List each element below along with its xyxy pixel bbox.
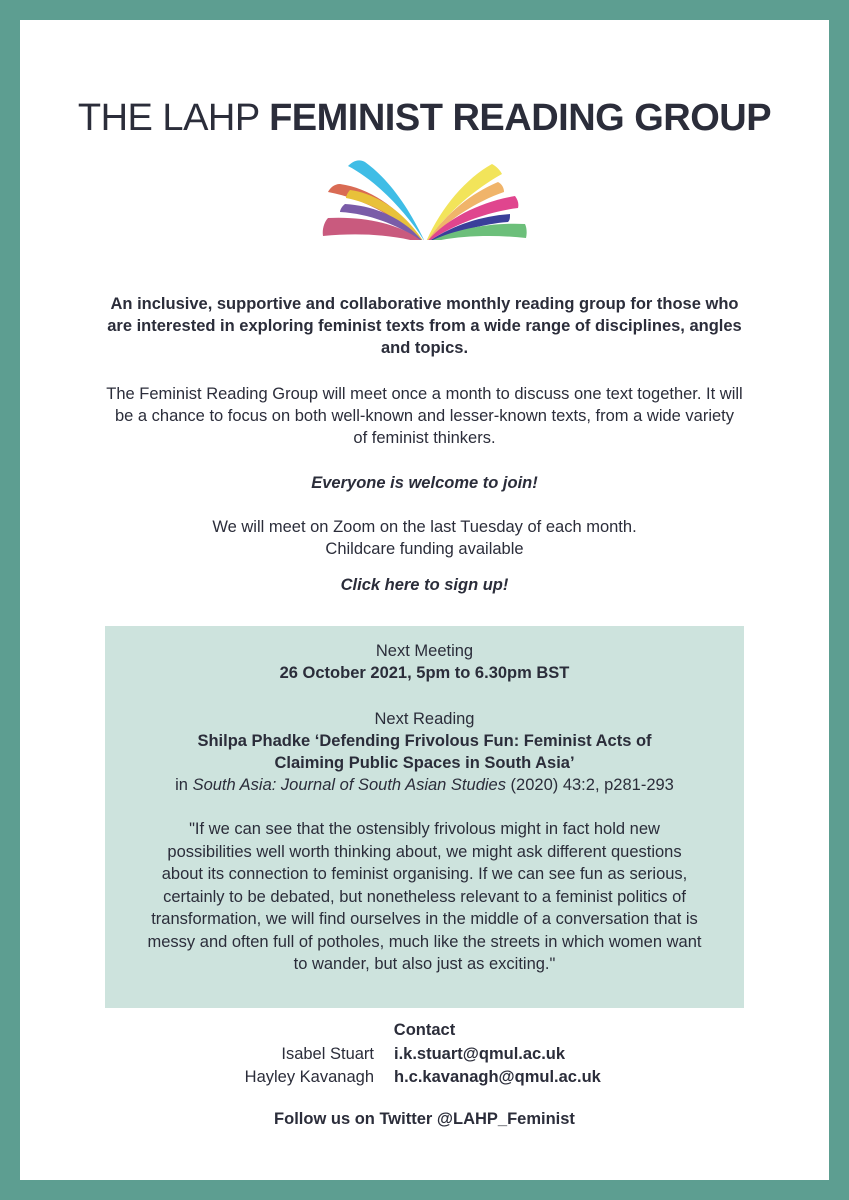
welcome-text: Everyone is welcome to join!	[311, 474, 538, 492]
twitter-handle[interactable]: Follow us on Twitter @LAHP_Feminist	[274, 1110, 575, 1128]
intro-body: The Feminist Reading Group will meet once a month to discuss one text together. It will be a chance to focus on both well-known and lesser-known texts, from a wide variety of feminist thinkers.	[106, 385, 743, 447]
reading-citation	[105, 774, 744, 796]
contact-email[interactable]: h.c.kavanagh@qmul.ac.uk	[394, 1068, 601, 1086]
next-meeting-date: 26 October 2021, 5pm to 6.30pm BST	[279, 664, 570, 682]
reading-ref: (2020) 43:2, p281-293	[505, 776, 674, 794]
poster-page	[20, 20, 829, 1180]
title-bold: FEMINIST READING GROUP	[269, 97, 772, 139]
reading-journal: South Asia: Journal of South Asian Studies	[192, 776, 506, 794]
contact-email[interactable]: i.k.stuart@qmul.ac.uk	[394, 1045, 566, 1063]
reading-title-2: Claiming Public Spaces in South Asia’	[274, 754, 575, 772]
signup-link[interactable]: Click here to sign up!	[340, 576, 509, 594]
intro-lead: An inclusive, supportive and collaborative monthly reading group for those who are interested in exploring feminist texts from a wide range of disciplines, angles and topics.	[107, 295, 742, 357]
next-reading-label: Next Reading	[374, 710, 475, 728]
title-light: THE LAHP	[77, 97, 270, 139]
reading-in: in	[175, 776, 193, 794]
next-meeting-panel	[105, 626, 744, 1008]
meet-line-2: Childcare funding available	[325, 540, 524, 558]
meeting-info	[20, 516, 829, 560]
contact-name: Isabel Stuart	[281, 1045, 374, 1063]
next-meeting-label: Next Meeting	[375, 642, 474, 660]
open-book-icon	[320, 144, 530, 240]
reading-title-1: Shilpa Phadke ‘Defending Frivolous Fun: Feminist Acts of	[197, 732, 652, 750]
contact-heading: Contact	[393, 1021, 456, 1039]
contact-name: Hayley Kavanagh	[244, 1068, 374, 1086]
reading-quote: "If we can see that the ostensibly frivolous might in fact hold new possibilities well worth thinking about, we might ask different questions about its connection to feminist organising. If we can see fun as serious, certainly to be debated, but nonetheless relevant to a feminist politics of transformation, we will find ourselves in the middle of a conversation that is messy and often full of potholes, much like the streets in which women want to wander, but also just as exciting."	[147, 820, 702, 973]
poster-title	[20, 97, 829, 140]
meet-line-1: We will meet on Zoom on the last Tuesday of each month.	[212, 518, 637, 536]
